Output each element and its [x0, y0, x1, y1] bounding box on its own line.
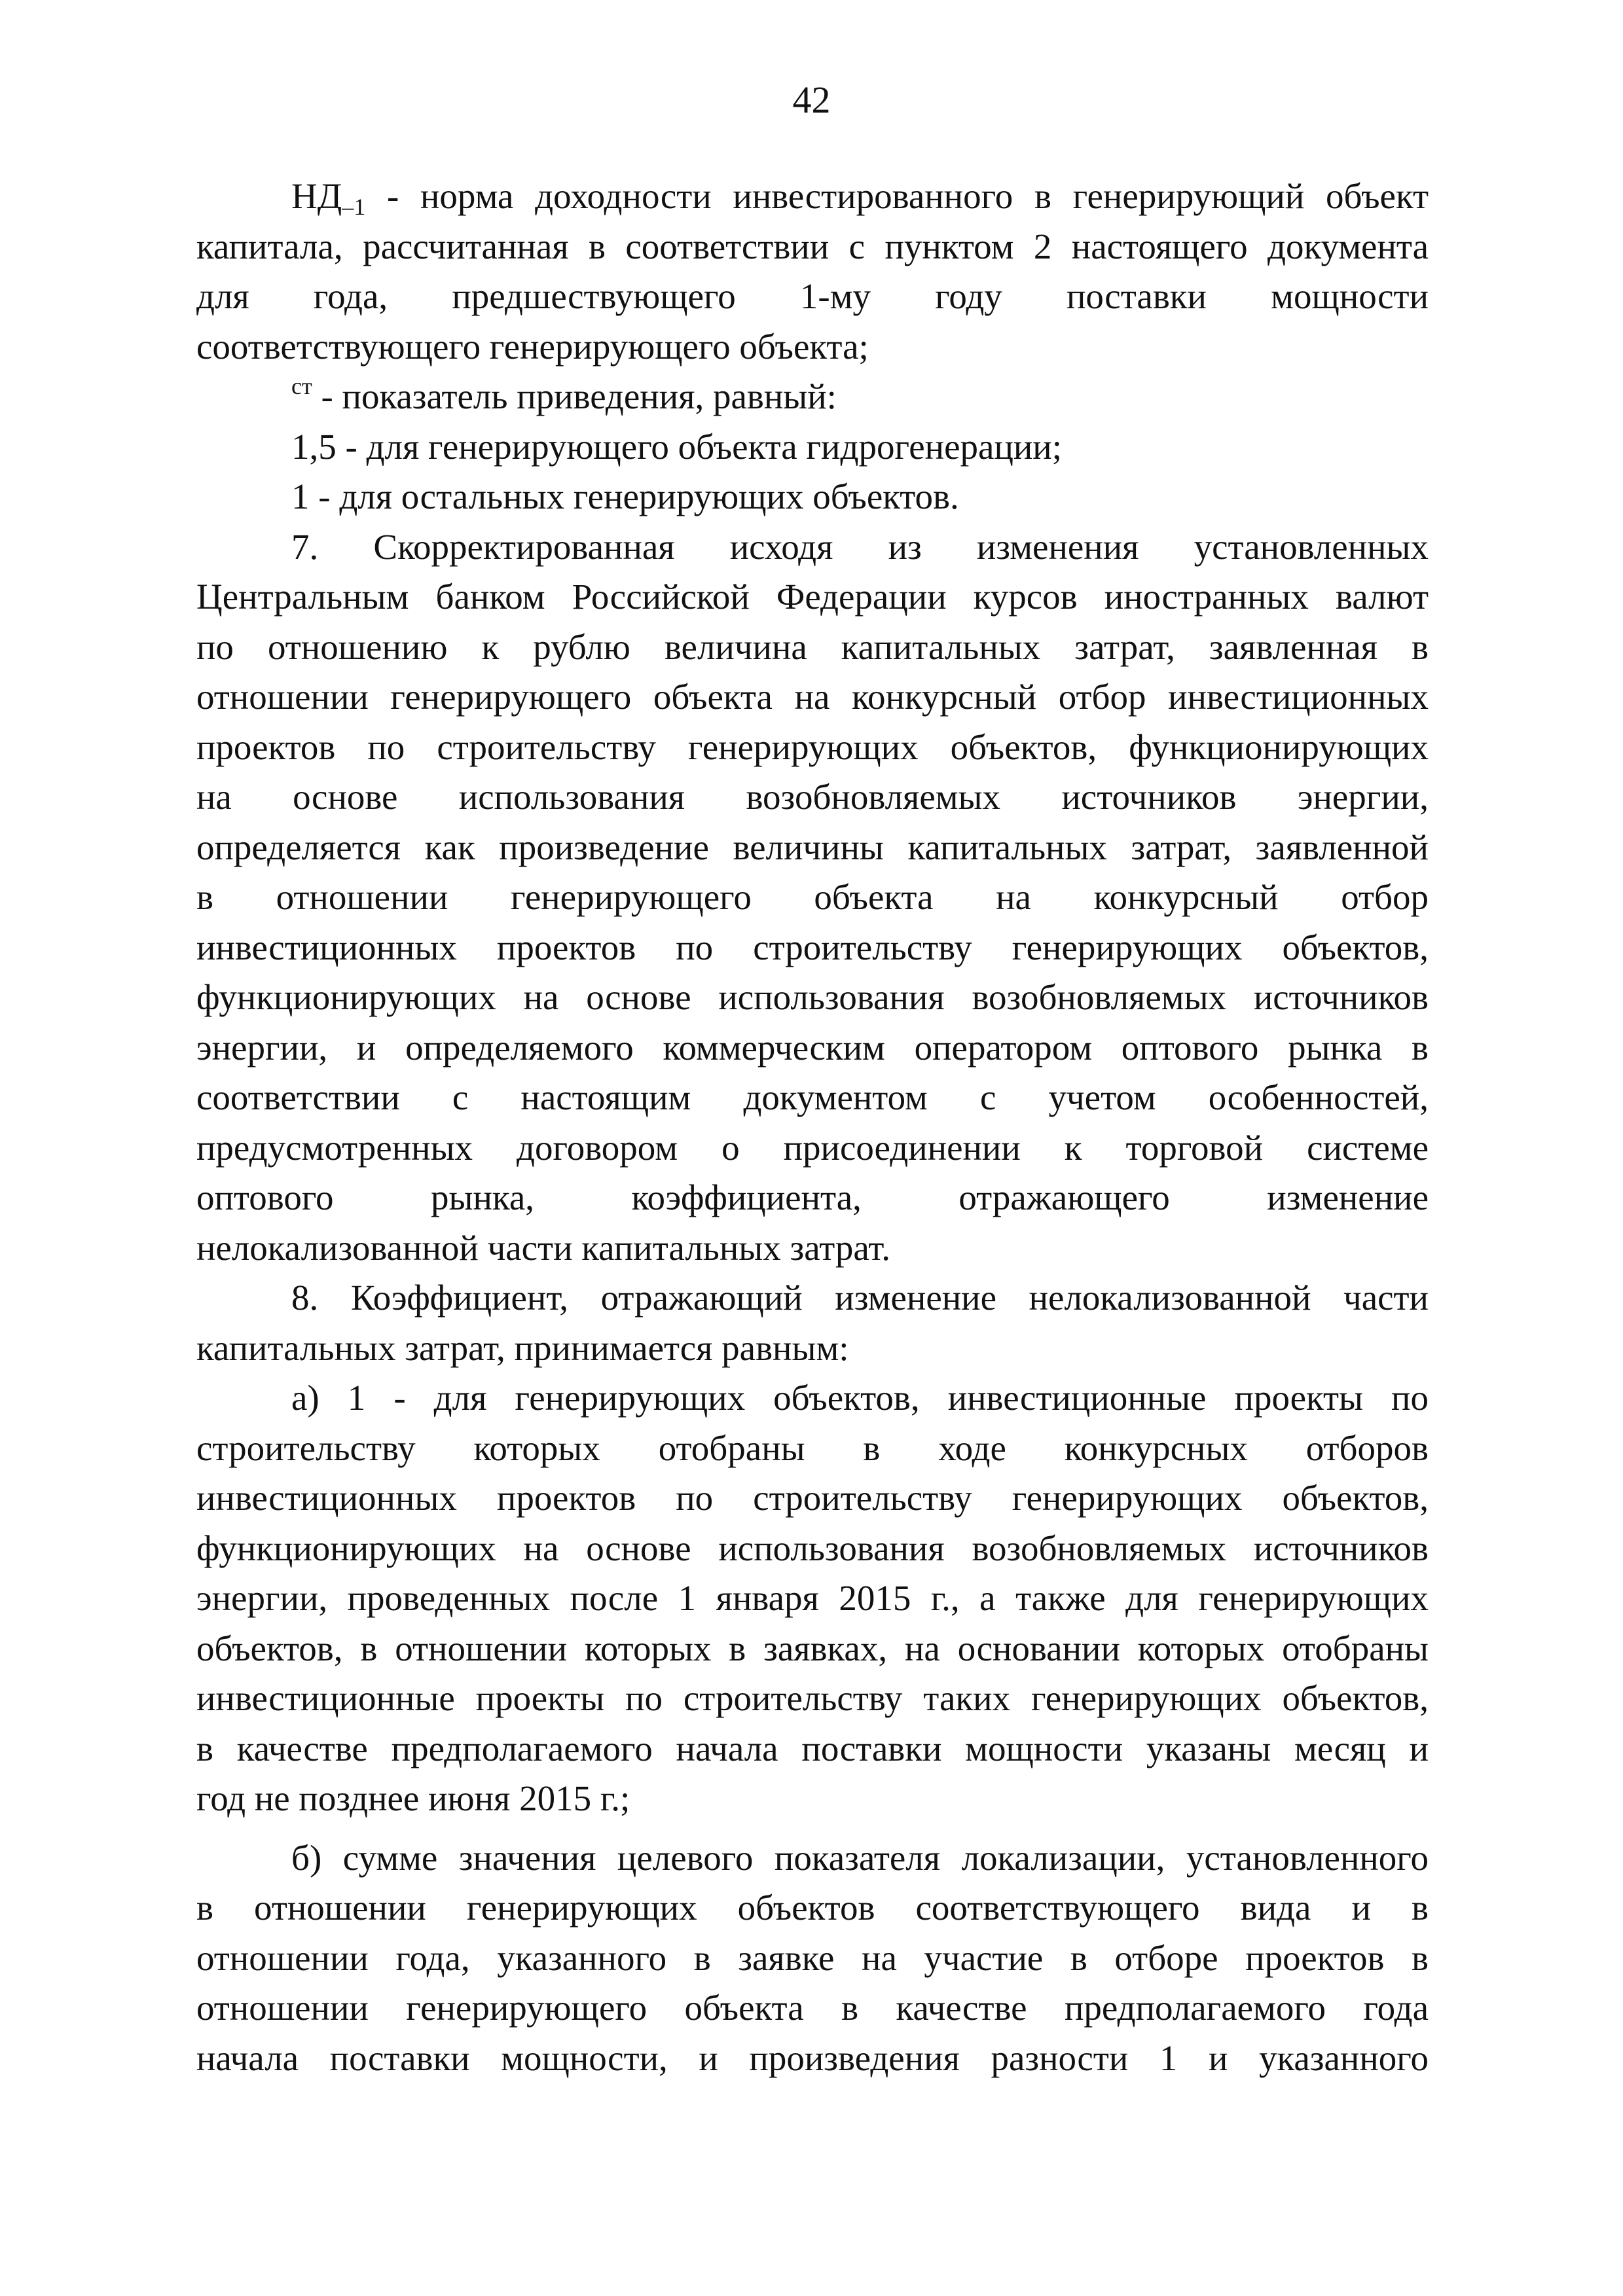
- nd-definition-line-1: $НД_{-1}$ - норма доходности инвестированного в генерирующий объект: [291, 176, 1429, 220]
- clause7-line: по отношению к рублю величина капитальных затрат, заявленная в: [196, 626, 1429, 667]
- item-a-line: инвестиционных проектов по строительству генерирующих объектов,: [196, 1478, 1429, 1518]
- item-b-line: в отношении генерирующих объектов соответствующего вида и в: [196, 1888, 1429, 1928]
- document-body: [196, 171, 1429, 2083]
- item-a-line: энергии, проведенных после 1 января 2015 г., а также для генерирующих: [196, 1578, 1429, 1618]
- item-a-line: функционирующих на основе использования возобновляемых источников: [196, 1528, 1429, 1568]
- clause7-line: оптового рынка, коэффициента, отражающего изменение: [196, 1177, 1429, 1217]
- item-b-line: начала поставки мощности, и произведения разности 1 и указанного: [196, 2037, 1429, 2078]
- clause7-line: отношении генерирующего объекта на конкурсный отбор инвестиционных: [196, 677, 1429, 717]
- clause7-line: предусмотренных договором о присоединении к торговой системе: [196, 1127, 1429, 1168]
- clause7-line: Центральным банком Российской Федерации курсов иностранных валют: [196, 577, 1429, 617]
- nd-subscript: –1: [342, 194, 366, 220]
- item-b-line: отношении года, указанного в заявке на участие в отборе проектов в: [196, 1937, 1429, 1978]
- item-b-line: б) сумме значения целевого показателя локализации, установленного: [291, 1837, 1429, 1878]
- clause7-line: в отношении генерирующего объекта на конкурсный отбор: [196, 877, 1429, 917]
- clause7-line: соответствии с настоящим документом с учетом особенностей,: [196, 1077, 1429, 1117]
- clause7-line: на основе использования возобновляемых источников энергии,: [196, 777, 1429, 817]
- st-value-hydro: 1,5 - для генерирующего объекта гидрогенерации;: [291, 426, 1063, 467]
- nd-symbol: НД: [291, 176, 342, 216]
- item-a-line: а) 1 - для генерирующих объектов, инвестиционные проекты по: [291, 1378, 1429, 1418]
- st-value-other: 1 - для остальных генерирующих объектов.: [291, 476, 959, 516]
- clause8-line: 8. Коэффициент, отражающий изменение нелокализованной части: [291, 1278, 1429, 1318]
- item-a-line: объектов, в отношении которых в заявках, на основании которых отобраны: [196, 1628, 1429, 1668]
- item-a-line: год не позднее июня 2015 г.;: [196, 1778, 630, 1818]
- clause7-line: проектов по строительству генерирующих объектов, функционирующих: [196, 726, 1429, 767]
- nd-definition-line-3: для года, предшествующего 1-му году поставки мощности: [196, 276, 1429, 316]
- page-number: 42: [792, 79, 831, 121]
- item-a-line: в качестве предполагаемого начала поставки мощности указаны месяц и: [196, 1728, 1429, 1768]
- clause7-line: энергии, и определяемого коммерческим оператором оптового рынка в: [196, 1027, 1429, 1067]
- st-superscript: ст: [291, 373, 312, 399]
- nd-definition-line-4: соответствующего генерирующего объекта;: [196, 326, 869, 367]
- nd-definition-line-2: капитала, рассчитанная в соответствии с пунктом 2 настоящего документа: [196, 226, 1429, 266]
- item-b-line: отношении генерирующего объекта в качестве предполагаемого года: [196, 1988, 1429, 2028]
- clause7-line: функционирующих на основе использования возобновляемых источников: [196, 977, 1429, 1017]
- st-definition-line: $^{ст}$ - показатель приведения, равный:: [291, 373, 837, 416]
- clause7-line: инвестиционных проектов по строительству генерирующих объектов,: [196, 927, 1429, 967]
- clause7-line: нелокализованной части капитальных затрат.: [196, 1227, 891, 1268]
- clause8-line: капитальных затрат, принимается равным:: [196, 1327, 849, 1368]
- clause7-line: определяется как произведение величины капитальных затрат, заявленной: [196, 827, 1429, 867]
- clause7-line: 7. Скорректированная исходя из изменения установленных: [291, 526, 1429, 567]
- item-a-line: инвестиционные проекты по строительству таких генерирующих объектов,: [196, 1678, 1429, 1718]
- item-a-line: строительству которых отобраны в ходе конкурсных отборов: [196, 1427, 1429, 1468]
